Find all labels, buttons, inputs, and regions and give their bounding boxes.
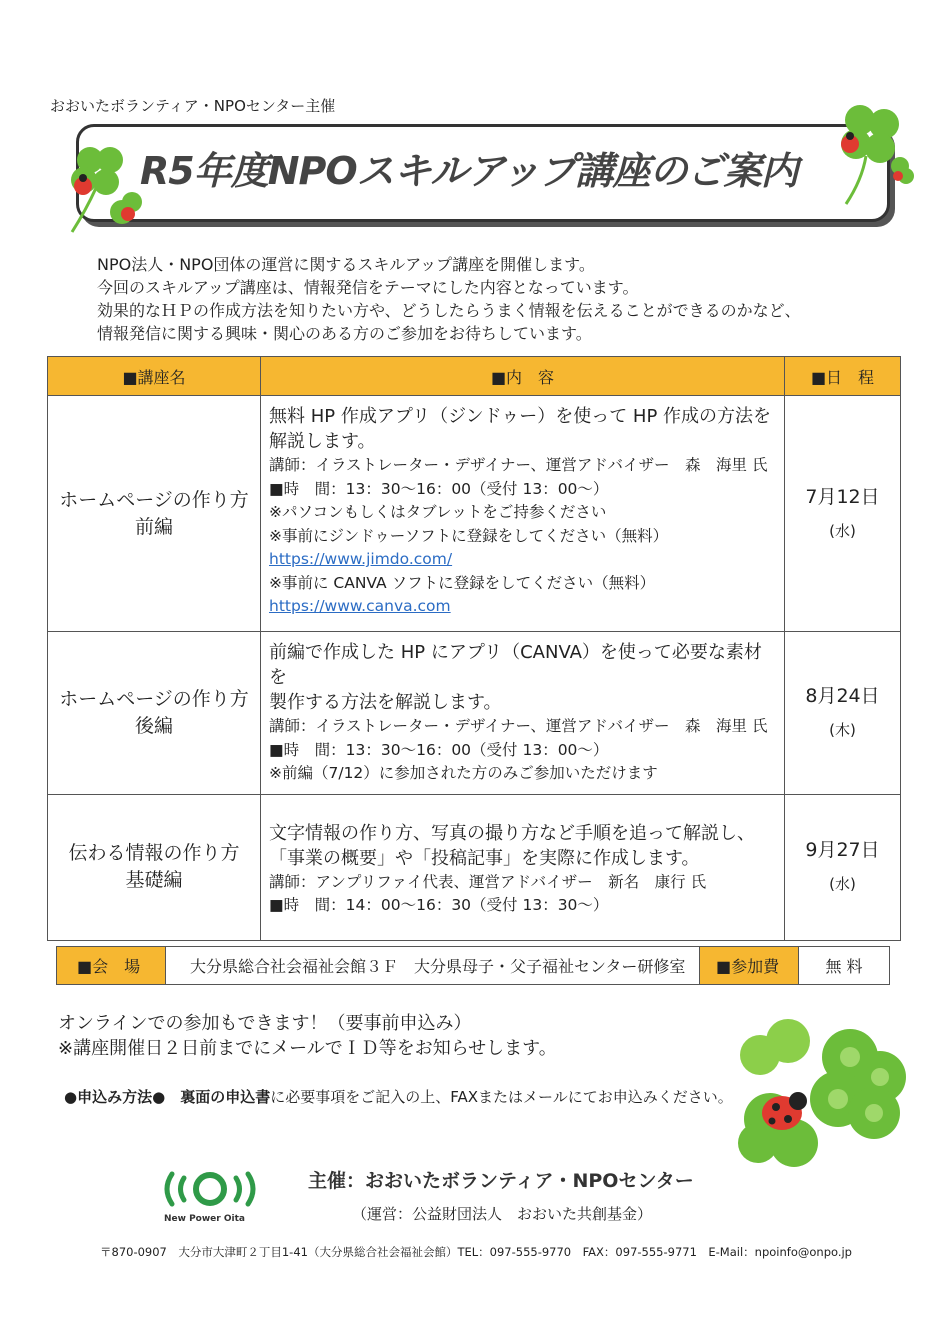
date-text: 8月24日 <box>805 684 880 707</box>
content-line: ※事前に CANVA ソフトに登録をしてください（無料） <box>269 573 656 592</box>
venue-value: 大分県総合社会福祉会館３Ｆ 大分県母子・父子福祉センター研修室 <box>165 947 700 984</box>
apply-label: ●申込み方法● <box>64 1088 166 1106</box>
course-name-sub: 後編 <box>134 714 173 737</box>
intro-text <box>97 253 801 345</box>
clover-right-illustration <box>822 100 917 210</box>
content-lead: 前編で作成した HP にアプリ（CANVA）を使って必要な素材を <box>269 642 762 688</box>
header-content: ■内 容 <box>261 357 785 396</box>
online-line: オンラインでの参加もできます！（要事前申込み） <box>58 1013 472 1034</box>
clover-left-illustration <box>62 140 152 240</box>
content-line: 講師：イラストレーター・デザイナー、運営アドバイザー 森 海里 氏 <box>269 456 768 474</box>
course-name <box>48 396 261 632</box>
intro-line: NPO法人・NPO団体の運営に関するスキルアップ講座を開催します。 <box>97 255 595 274</box>
content-line: ■時 間：14：00～16：30（受付 13：30～） <box>269 896 609 914</box>
table-row <box>48 632 901 795</box>
new-power-oita-logo <box>160 1168 260 1210</box>
operator-name: （運営：公益財団法人 おおいた共創基金） <box>352 1205 653 1223</box>
weekday-text: (水) <box>829 875 856 893</box>
logo-caption: New Power Oita <box>164 1214 245 1224</box>
intro-line: 今回のスキルアップ講座は、情報発信をテーマにした内容となっています。 <box>97 278 639 297</box>
clover-ladybug-illustration <box>730 1015 920 1175</box>
content-line: 講師：アンプリファイ代表、運営アドバイザー 新名 康行 氏 <box>269 872 707 891</box>
jimdo-link[interactable]: https://www.jimdo.com/ <box>269 550 453 568</box>
content-lead: 「事業の概要」や「投稿記事」を実際に作成します。 <box>269 847 700 869</box>
date-text: 9月27日 <box>805 839 880 861</box>
course-date <box>785 396 901 632</box>
venue-label: ■会 場 <box>57 947 165 984</box>
table-row <box>48 396 901 632</box>
header-course-name: ■講座名 <box>48 357 261 396</box>
weekday-text: (木) <box>829 720 856 739</box>
fee-label: ■参加費 <box>700 947 798 984</box>
content-line: ■時 間：13：30～16：00（受付 13：00～） <box>269 740 609 759</box>
online-line: ※講座開催日２日前までにメールでＩＤ等をお知らせします。 <box>58 1038 557 1059</box>
content-line: ※パソコンもしくはタブレットをご持参ください <box>269 503 607 521</box>
course-content <box>261 794 785 940</box>
content-line: ■時 間：13：30～16：00（受付 13：00～） <box>269 479 609 498</box>
course-name-sub: 基礎編 <box>125 869 183 891</box>
content-lead: 製作する方法を解説します。 <box>269 692 502 713</box>
apply-form-ref: 裏面の申込書 <box>180 1088 271 1106</box>
table-header-row <box>48 357 901 396</box>
intro-line: 効果的なＨＰの作成方法を知りたい方や、どうしたらうまく情報を伝えることができるのかなど、 <box>97 301 801 320</box>
course-content <box>261 396 785 632</box>
content-line: ※事前にジンドゥーソフトに登録をしてください（無料） <box>269 526 669 545</box>
course-name-line: ホームページの作り方 <box>59 488 249 511</box>
content-line: ※前編（7/12）に参加された方のみご参加いただけます <box>269 764 658 782</box>
course-name-sub: 前編 <box>134 515 173 538</box>
organizer-text: おおいたボランティア・NPOセンター主催 <box>50 97 336 115</box>
content-line: 講師：イラストレーター・デザイナー、運営アドバイザー 森 海里 氏 <box>269 717 768 735</box>
course-date <box>785 632 901 795</box>
course-name-line: ホームページの作り方 <box>59 687 249 710</box>
canva-link[interactable]: https://www.canva.com <box>269 597 451 615</box>
fee-value: 無 料 <box>798 947 889 984</box>
header-schedule: ■日 程 <box>785 357 901 396</box>
apply-text: に必要事項をご記入の上、FAXまたはメールにてお申込みください。 <box>270 1088 733 1106</box>
course-date <box>785 794 901 940</box>
date-text: 7月12日 <box>805 485 880 508</box>
apply-method <box>64 1086 733 1107</box>
content-lead: 文字情報の作り方、写真の撮り方など手順を追って解説し、 <box>269 822 755 844</box>
venue-bar <box>56 946 890 985</box>
page-title: R5年度NPOスキルアップ講座のご案内 <box>140 149 798 193</box>
course-name <box>48 632 261 795</box>
course-content <box>261 632 785 795</box>
course-table <box>47 356 901 941</box>
online-notes <box>58 1011 557 1061</box>
weekday-text: (水) <box>829 521 856 540</box>
intro-line: 情報発信に関する興味・関心のある方のご参加をお待ちしています。 <box>97 324 592 343</box>
host-name: 主催：おおいたボランティア・NPOセンター <box>308 1170 694 1192</box>
contact-info: 〒870-0907 大分市大津町２丁目1-41（大分県総合社会福祉会館）TEL：097-555-9770 FAX：097-555-9771 E-Mail：npoinfo@onpo.jp <box>100 1245 852 1259</box>
course-name-line: 伝わる情報の作り方 <box>68 842 240 864</box>
course-name <box>48 794 261 940</box>
table-row <box>48 794 901 940</box>
content-lead: 無料 HP 作成アプリ（ジンドゥー）を使って HP 作成の方法を <box>269 406 772 427</box>
content-lead: 解説します。 <box>269 431 376 452</box>
